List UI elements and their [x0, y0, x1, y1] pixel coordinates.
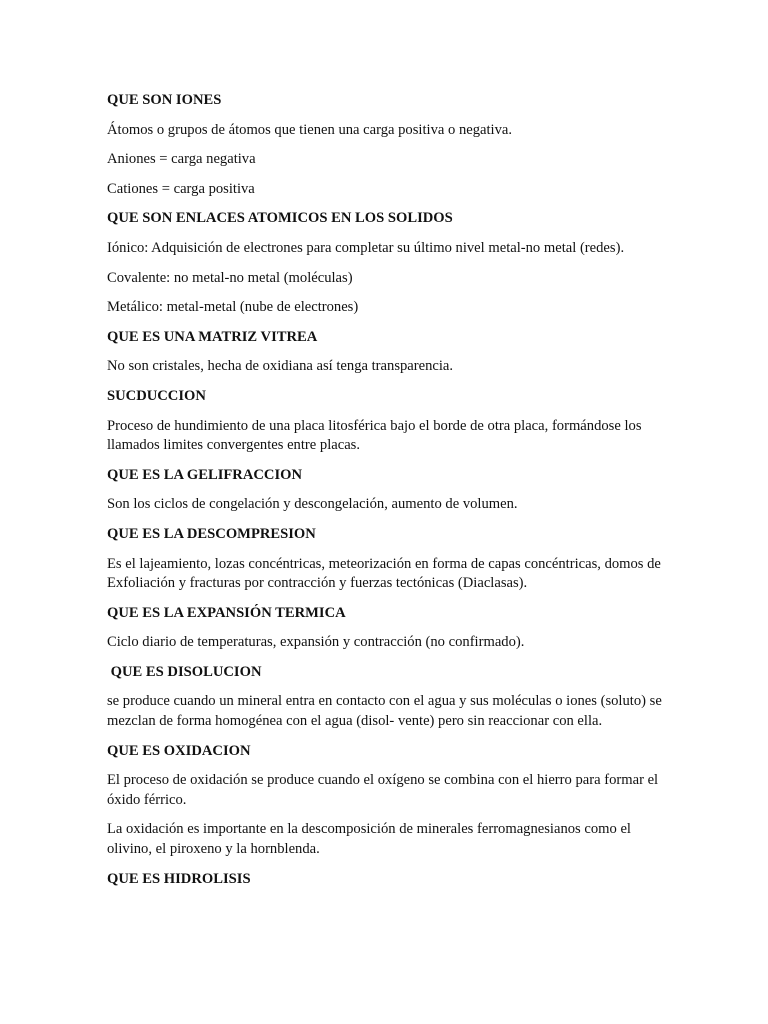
para-matriz-vitrea: No son cristales, hecha de oxidiana así tenga transparencia.	[107, 358, 454, 375]
heading-enlaces: QUE SON ENLACES ATOMICOS EN LOS SOLIDOS	[107, 210, 453, 227]
heading-disolucion: QUE ES DISOLUCION	[107, 663, 262, 680]
para-disolucion: se produce cuando un mineral entra en contacto con el agua y sus moléculas o iones (soluto) se mezclan de forma homogénea con el agua (disol- vente) pero sin reaccionar con ella.	[107, 693, 662, 730]
heading-iones: QUE SON IONES	[107, 92, 222, 108]
para-sucduccion: Proceso de hundimiento de una placa litosférica bajo el borde de otra placa, formándose los llamados limites convergentes entre placas.	[107, 417, 642, 454]
para-aniones: Aniones = carga negativa	[107, 151, 256, 168]
para-metalico: Metálico: metal-metal (nube de electrones)	[107, 299, 359, 316]
para-iones-definicion: Átomos o grupos de átomos que tienen una carga positiva o negativa.	[107, 121, 513, 138]
para-descompresion: Es el lajeamiento, lozas concéntricas, meteorización en forma de capas concéntricas, domos de Exfoliación y fracturas por contracción y fuerzas tectónicas (Diaclasas).	[107, 555, 661, 592]
heading-oxidacion: QUE ES OXIDACION	[107, 742, 251, 759]
para-cationes: Cationes = carga positiva	[107, 180, 255, 197]
para-covalente: Covalente: no metal-no metal (moléculas)	[107, 269, 353, 286]
heading-descompresion: QUE ES LA DESCOMPRESION	[107, 525, 316, 542]
para-oxidacion-2: La oxidación es importante en la descomposición de minerales ferromagnesianos como el olivino, el piroxeno y la hornblenda.	[107, 821, 631, 858]
heading-hidrolisis: QUE ES HIDROLISIS	[107, 870, 251, 887]
heading-expansion-termica: QUE ES LA EXPANSIÓN TERMICA	[107, 604, 346, 621]
heading-matriz-vitrea: QUE ES UNA MATRIZ VITREA	[107, 328, 318, 345]
para-oxidacion-1: El proceso de oxidación se produce cuando el oxígeno se combina con el hierro para formar el óxido férrico.	[107, 772, 659, 808]
para-expansion-termica: Ciclo diario de temperaturas, expansión y contracción (no confirmado).	[107, 634, 525, 651]
heading-sucduccion: SUCDUCCION	[107, 387, 206, 404]
para-gelifraccion: Son los ciclos de congelación y descongelación, aumento de volumen.	[107, 496, 518, 513]
para-ionico: Iónico: Adquisición de electrones para completar su último nivel metal-no metal (redes).	[107, 239, 625, 256]
heading-gelifraccion: QUE ES LA GELIFRACCION	[107, 466, 303, 483]
